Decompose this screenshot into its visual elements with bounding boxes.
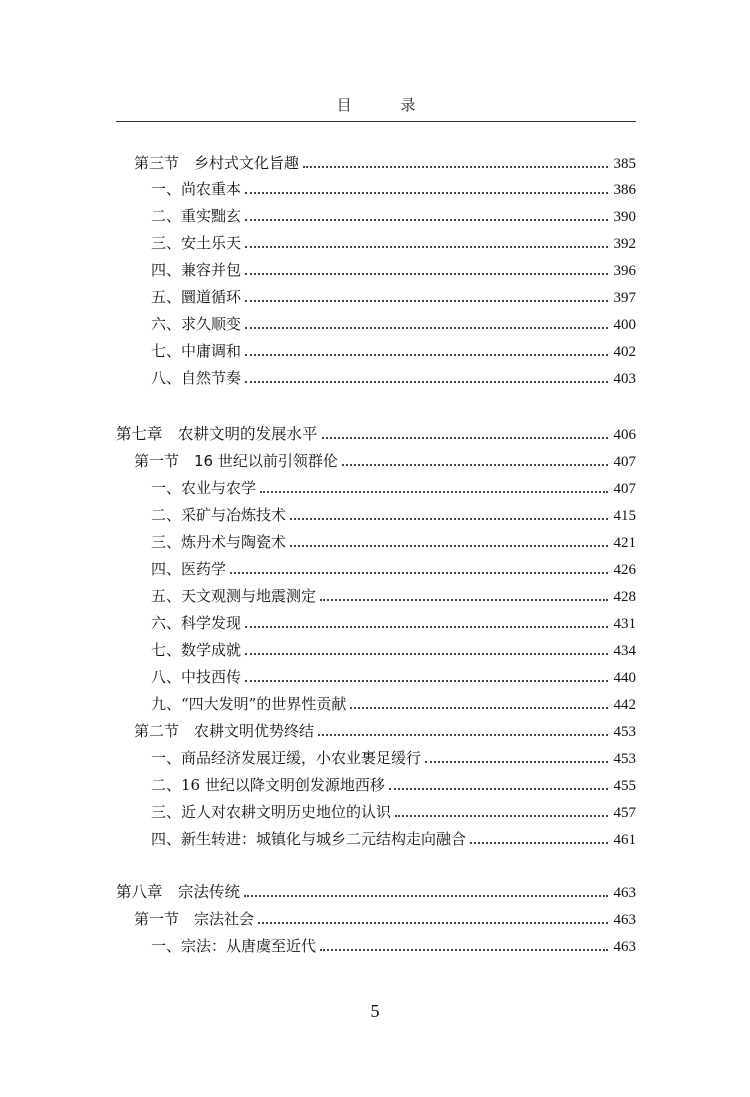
subsection-entry[interactable] (151, 200, 636, 226)
subsection-entry[interactable] (151, 634, 636, 660)
entry-page-number: 463 (613, 912, 636, 928)
entry-title: 第一节 16 世纪以前引领群伦 (134, 452, 338, 470)
dot-leader (342, 464, 608, 466)
subsection-entry[interactable] (151, 281, 636, 307)
dot-leader (258, 922, 607, 924)
entry-title: 四、兼容并包 (151, 261, 242, 279)
entry-title: 第七章 农耕文明的发展水平 (116, 425, 318, 443)
entry-page-number: 455 (613, 778, 636, 794)
entry-page-number: 426 (613, 562, 636, 578)
entry-title: 一、商品经济发展迂缓，小农业裹足缓行 (151, 749, 422, 767)
dot-leader (230, 572, 607, 574)
header-rule (116, 121, 636, 122)
entry-page-number: 440 (613, 670, 636, 686)
subsection-entry[interactable] (151, 688, 636, 714)
subsection-entry[interactable] (151, 308, 636, 334)
dot-leader (245, 192, 607, 194)
subsection-entry[interactable] (151, 499, 636, 525)
entry-title: 四、新生转进：城镇化与城乡二元结构走向融合 (151, 830, 467, 848)
entry-title: 一、宗法：从唐虞至近代 (151, 937, 317, 955)
subsection-entry[interactable] (151, 362, 636, 388)
entry-page-number: 397 (613, 290, 636, 306)
entry-page-number: 463 (613, 939, 636, 955)
entry-page-number: 442 (613, 697, 636, 713)
dot-leader (245, 381, 607, 383)
subsection-entry[interactable] (151, 796, 636, 822)
page-number: 5 (370, 1001, 380, 1021)
entry-page-number: 461 (613, 832, 636, 848)
subsection-entry[interactable] (151, 254, 636, 280)
dot-leader (245, 300, 607, 302)
dot-leader (245, 626, 607, 628)
entry-page-number: 453 (613, 751, 636, 767)
dot-leader (260, 491, 607, 493)
dot-leader (350, 707, 607, 709)
entry-page-number: 434 (613, 643, 636, 659)
dot-leader (245, 354, 607, 356)
entry-title: 二、重实黜玄 (151, 207, 242, 225)
dot-leader (470, 842, 607, 844)
entry-page-number: 406 (613, 427, 636, 443)
dot-leader (245, 680, 607, 682)
entry-page-number: 407 (613, 481, 636, 497)
entry-page-number: 396 (613, 263, 636, 279)
entry-page-number: 421 (613, 535, 636, 551)
dot-leader (245, 219, 607, 221)
dot-leader (320, 599, 607, 601)
dot-leader (245, 246, 607, 248)
entry-title: 七、中庸调和 (151, 342, 242, 360)
entry-page-number: 457 (613, 805, 636, 821)
entry-title: 第二节 农耕文明优势终结 (134, 722, 315, 740)
entry-title: 八、自然节奏 (151, 369, 242, 387)
subsection-entry[interactable] (151, 742, 636, 768)
entry-title: 第三节 乡村式文化旨趣 (134, 154, 300, 172)
dot-leader (395, 815, 607, 817)
entry-title: 第一节 宗法社会 (134, 910, 255, 928)
entry-page-number: 390 (613, 209, 636, 225)
entry-page-number: 392 (613, 236, 636, 252)
section-entry[interactable] (134, 715, 636, 741)
entry-title: 四、医药学 (151, 560, 227, 578)
subsection-entry[interactable] (151, 553, 636, 579)
subsection-entry[interactable] (151, 580, 636, 606)
entry-title: 一、尚农重本 (151, 180, 242, 198)
entry-page-number: 402 (613, 344, 636, 360)
subsection-entry[interactable] (151, 472, 636, 498)
subsection-entry[interactable] (151, 173, 636, 199)
subsection-entry[interactable] (151, 930, 636, 956)
dot-leader (290, 545, 607, 547)
entry-title: 六、求久顺变 (151, 315, 242, 333)
entry-page-number: 407 (613, 454, 636, 470)
entry-title: 五、天文观测与地震测定 (151, 587, 317, 605)
entry-page-number: 463 (613, 885, 636, 901)
dot-leader (322, 437, 608, 439)
entry-page-number: 385 (613, 156, 636, 172)
section-entry[interactable] (134, 147, 636, 173)
entry-title: 三、炼丹术与陶瓷术 (151, 533, 287, 551)
entry-page-number: 403 (613, 371, 636, 387)
section-entry[interactable] (134, 445, 636, 471)
section-entry[interactable] (134, 903, 636, 929)
dot-leader (320, 949, 607, 951)
dot-leader (318, 734, 607, 736)
entry-title: 一、农业与农学 (151, 479, 257, 497)
subsection-entry[interactable] (151, 335, 636, 361)
entry-title: 七、数学成就 (151, 641, 242, 659)
entry-title: 第八章 宗法传统 (116, 883, 241, 901)
subsection-entry[interactable] (151, 526, 636, 552)
subsection-entry[interactable] (151, 823, 636, 849)
chapter-entry[interactable] (116, 418, 636, 444)
dot-leader (389, 788, 608, 790)
dot-leader (245, 327, 607, 329)
subsection-entry[interactable] (151, 661, 636, 687)
dot-leader (303, 166, 607, 168)
entry-page-number: 453 (613, 724, 636, 740)
entry-page-number: 431 (613, 616, 636, 632)
dot-leader (244, 895, 607, 897)
dot-leader (290, 518, 607, 520)
entry-title: 二、16 世纪以降文明创发源地西移 (151, 776, 385, 794)
entry-title: 三、近人对农耕文明历史地位的认识 (151, 803, 392, 821)
running-header: 目 录 (336, 96, 438, 114)
entry-page-number: 415 (613, 508, 636, 524)
subsection-entry[interactable] (151, 227, 636, 253)
dot-leader (425, 761, 607, 763)
subsection-entry[interactable] (151, 607, 636, 633)
entry-page-number: 400 (613, 317, 636, 333)
dot-leader (245, 273, 607, 275)
entry-page-number: 428 (613, 589, 636, 605)
entry-page-number: 386 (613, 182, 636, 198)
entry-title: 二、采矿与冶炼技术 (151, 506, 287, 524)
entry-title: 三、安土乐天 (151, 234, 242, 252)
subsection-entry[interactable] (151, 769, 636, 795)
dot-leader (245, 653, 607, 655)
entry-title: 五、圜道循环 (151, 288, 242, 306)
entry-title: 九、“四大发明”的世界性贡献 (151, 695, 347, 713)
chapter-entry[interactable] (116, 876, 636, 902)
entry-title: 八、中技西传 (151, 668, 242, 686)
entry-title: 六、科学发现 (151, 614, 242, 632)
